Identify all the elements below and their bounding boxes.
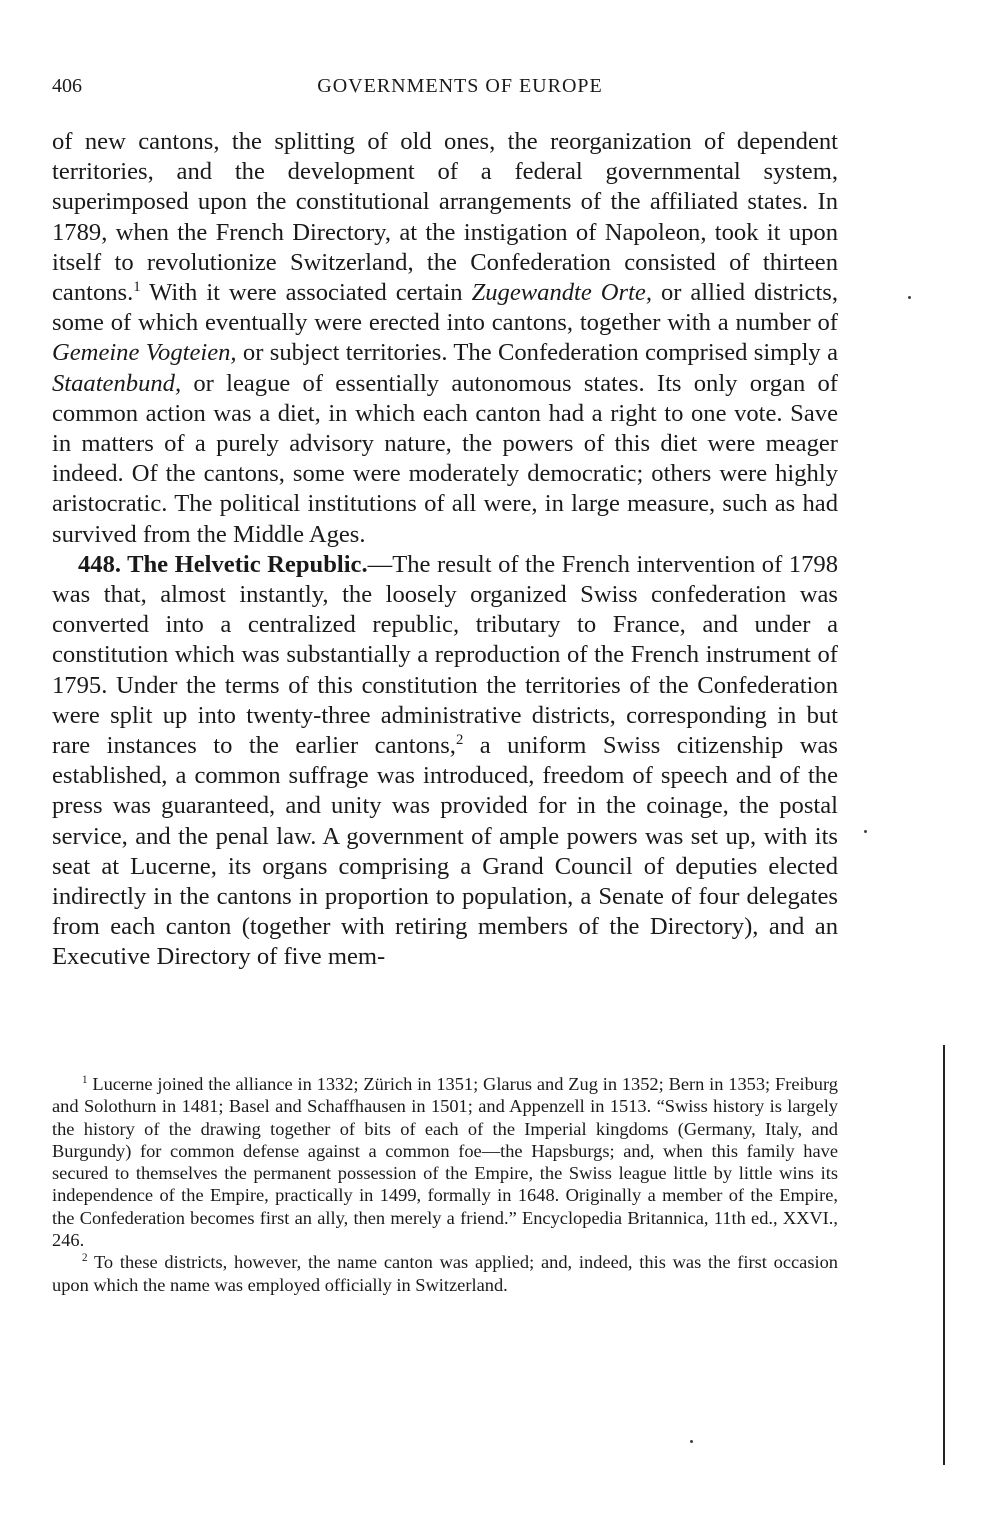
- footnote-marker: 2: [82, 1252, 88, 1265]
- paragraph-continuation: of new cantons, the splitting of old ones, the reorganization of dependent territories, and the development of a federal governmental system, superimposed upon the constitutional arrangements of the affiliated states. In 1789, when the French Directory, at the instigation of Napoleon, took it upon itself to revolutionize Switzerland, the Confederation consisted of thirteen cantons.$^1$ With it were associated certain Zugewandte Orte, or allied districts, some of which eventually were erected into cantons, together with a number of Gemeine Vogteien, or subject territories. The Confederation comprised simply a Staatenbund, or league of essentially autonomous states. Its only organ of common action was a diet, in which each canton had a right to one vote. Save in matters of a purely advisory nature, the powers of this diet were meager indeed. Of the cantons, some were moderately democratic; others were highly aristocratic. The political institutions of all were, in large measure, such as had survived from the Middle Ages.: [52, 128, 838, 548]
- scan-speck: [690, 1440, 693, 1443]
- page-number: 406: [52, 75, 82, 97]
- footnote-ref-1: 1: [133, 278, 141, 295]
- term-staatenbund: Staatenbund,: [52, 369, 182, 397]
- running-title: GOVERNMENTS OF EUROPE: [317, 75, 603, 97]
- footnote-text: To these districts, however, the name canton was applied; and, indeed, this was the first occasion upon which the name was employed officially in Switzerland.: [52, 1252, 838, 1295]
- scan-speck: [908, 296, 911, 299]
- main-text: [52, 127, 838, 973]
- footnote-2: [52, 1251, 838, 1296]
- footnote-1: [52, 1073, 838, 1251]
- section-heading: 448. The Helvetic Republic.: [78, 550, 368, 578]
- footnote-marker: 1: [82, 1073, 88, 1086]
- scan-speck: [864, 830, 867, 833]
- page-header: [52, 75, 838, 109]
- paragraph-helvetic-republic: 448. The Helvetic Republic.—The result of the French intervention of 1798 was that, almost instantly, the loosely organized Swiss confederation was converted into a centralized republic, tributary to France, and under a constitution which was substantially a reproduction of the French instrument of 1795. Under the terms of this constitution the territories of the Confederation were split up into twenty-three administrative districts, corresponding in but rare instances to the earlier cantons,$^2$ a uniform Swiss citizenship was established, a common suffrage was introduced, freedom of speech and of the press was guaranteed, and unity was provided for in the coinage, the postal service, and the penal law. A government of ample powers was set up, with its seat at Lucerne, its organs comprising a Grand Council of deputies elected indirectly in the cantons in proportion to population, a Senate of four delegates from each canton (together with retiring members of the Directory), and an Executive Directory of five mem-: [52, 550, 838, 971]
- scan-edge-line: [943, 1045, 945, 1465]
- term-gemeine-vogteien: Gemeine Vogteien,: [52, 339, 237, 367]
- footnote-text: Lucerne joined the alliance in 1332; Zürich in 1351; Glarus and Zug in 1352; Bern in 1353; Freiburg and Solothurn in 1481; Basel and Schaffhausen in 1501; and Appenzell in 1513. “Swiss history is largely the history of the drawing together of bits of each of the Imperial kingdoms (Germany, Italy, and Burgundy) for common defense against a common foe—the Hapsburgs; and, when this family have secured to themselves the permanent possession of the Empire, the Swiss league little by little wins its independence of the Empire, practically in 1499, formally in 1648. Originally a member of the Empire, the Confederation becomes first an ally, then merely a friend.” Encyclopedia Britannica, 11th ed., XXVI., 246.: [52, 1074, 838, 1251]
- footnotes: [52, 1073, 838, 1296]
- term-zugewandte-orte: Zugewandte Orte,: [471, 279, 652, 307]
- footnote-ref-2: 2: [455, 731, 464, 748]
